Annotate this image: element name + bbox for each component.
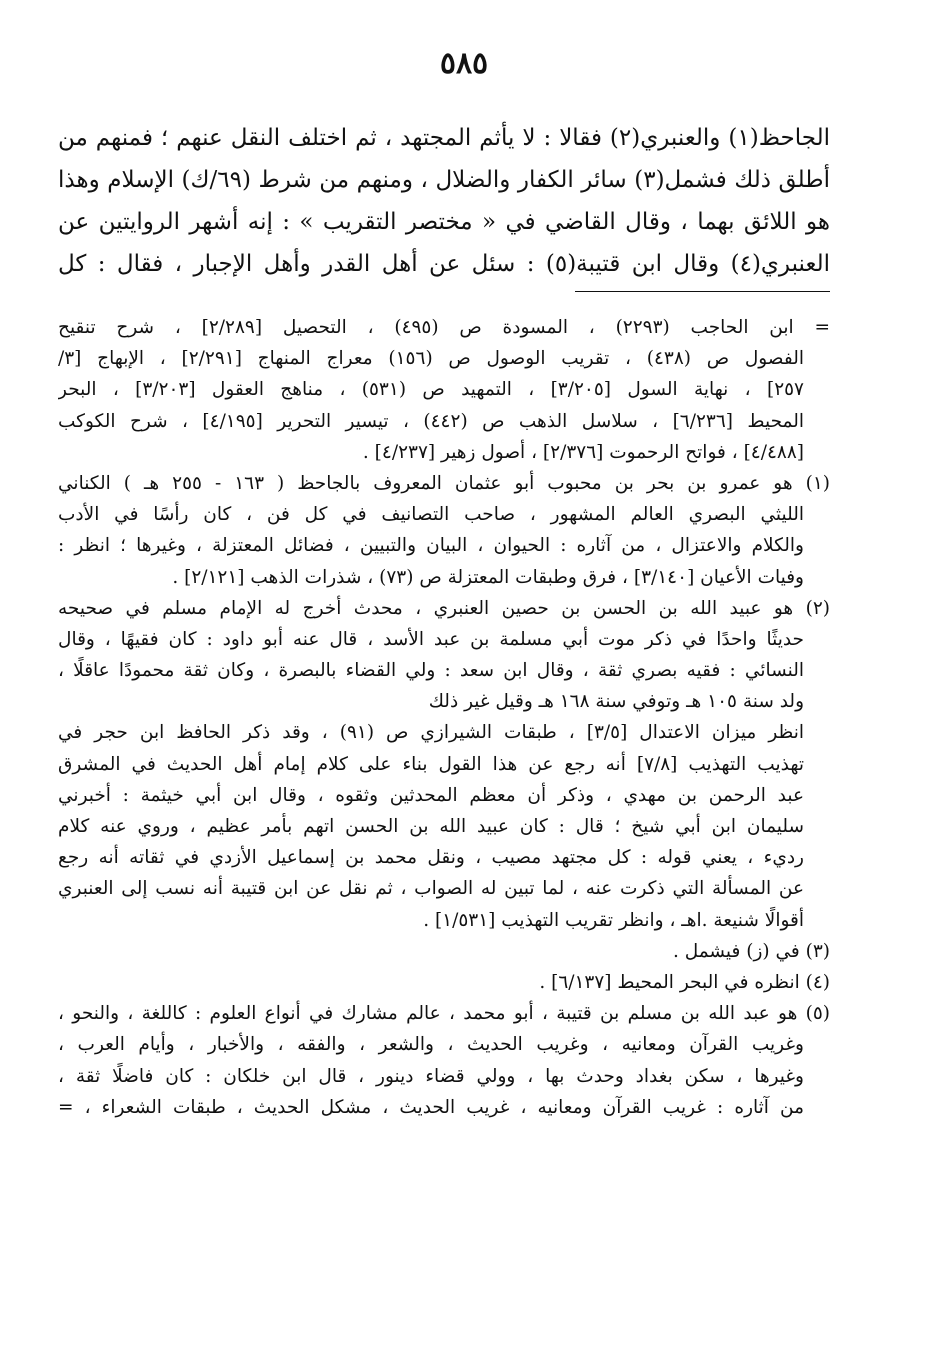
footnote-line: انظر ميزان الاعتدال [٣/٥] ، طبقات الشيرازي ص (٩١) ، وقد ذكر الحافظ ابن حجر في	[58, 722, 804, 744]
footnote-line: رديء ، يعني قوله : كل مجتهد مصيب ، ونقل محمد بن إسماعيل الأزدي في ثقاته أنه رجع	[58, 847, 804, 869]
footnote-3: (٣) في (ز) فيشمل .	[672, 940, 830, 962]
footnote-line: ٢٥٧] ، نهاية السول [٣/٢٠٥] ، التمهيد ص (٥٣١) ، مناهج العقول [٣/٢٠٣] ، البحر	[58, 379, 804, 401]
main-text	[58, 117, 830, 285]
footnote-line: الفصول ص (٤٣٨) ، تقريب الوصول ص (١٥٦) معراج المنهاج [٢/٢٩١] ، الإبهاج [٣/	[58, 348, 804, 370]
footnote-line: النسائي : فقيه بصري ثقة ، وقال ابن سعد : ولي القضاء بالبصرة ، وكان ثقة محمودًا عاقلًا ،	[58, 660, 804, 682]
page-number: ٥٨٥	[439, 46, 489, 81]
footnote-separator	[575, 291, 830, 292]
footnote-line: حديثًا واحدًا في ذكر موت أبي مسلمة بن عبد الأسد ، قال عنه أبو داود : كان فقيهًا ، وقال	[58, 628, 804, 650]
footnote-line: من آثاره : غريب القرآن ومعانيه ، غريب الحديث ، مشكل الحديث ، طبقات الشعراء ، =	[58, 1096, 804, 1118]
footnote-line: ولد سنة ١٠٥ هـ وتوفي سنة ١٦٨ هـ وقيل غير ذلك	[428, 691, 804, 713]
footnote-4: (٤) انظره في البحر المحيط [٦/١٣٧] .	[539, 971, 830, 993]
main-text-line: أطلق ذلك فشمل(٣) سائر الكفار والضلال ، ومنهم من شرط (٦٩/ك) الإسلام وهذا	[58, 167, 830, 193]
footnote-line: وفيات الأعيان [٣/١٤٠] ، فرق وطبقات المعتزلة ص (٧٣) ، شذرات الذهب [٢/١٢١] .	[172, 566, 804, 588]
footnote-line: [٤/٤٨٨] ، فواتح الرحموت [٢/٣٧٦] ، أصول زهير [٤/٢٣٧] .	[362, 441, 804, 463]
main-text-line: العنبري(٤) وقال ابن قتيبة(٥) : سئل عن أهل القدر وأهل الإجبار ، فقال : كل	[58, 251, 830, 277]
footnote-line: سليمان ابن أبي شيخ ؛ قال : كان عبيد الله بن الحسن اتهم بأمر عظيم ، وروي عنه كلام	[58, 816, 804, 837]
footnote-line: = ابن الحاجب (٢٢٩٣) ، المسودة ص (٤٩٥) ، التحصيل [٢/٢٨٩] ، شرح تنقيح	[58, 317, 830, 338]
footnote-line: وغريب القرآن ومعانيه ، وغريب الحديث ، والشعر ، والفقه ، والأخبار ، وأيام العرب ،	[58, 1034, 804, 1056]
footnotes	[58, 312, 830, 1123]
main-text-line: هو اللائق بهما ، وقال القاضي في « مختصر التقريب » : إنه أشهر الروايتين عن	[58, 209, 830, 235]
footnote-line: عن المسألة التي ذكرت عنه ، لما تبين له الصواب ، ثم نقل عن ابن قتيبة أنه نسب إلى العنبري	[58, 878, 804, 900]
footnote-line: أقوالًا شنيعة .اهـ ، وانظر تقريب التهذيب [١/٥٣١] .	[423, 909, 804, 931]
footnote-1: (١) هو عمرو بن بحر بن محبوب أبو عثمان المعروف بالجاحظ ( ١٦٣ - ٢٥٥ هـ ) الكناني	[58, 472, 830, 494]
footnote-5: (٥) هو عبد الله بن مسلم بن قتيبة ، أبو محمد ، عالم مشارك في أنواع العلوم : كاللغة ، والنحو ،	[58, 1003, 830, 1025]
footnote-line: والكلام والاعتزال ، من آثاره : الحيوان ، البيان والتبيين ، فضائل المعتزلة ، وغيرها ؛ انظر :	[58, 535, 804, 557]
footnote-line: تهذيب التهذيب [٧/٨] أنه رجع عن هذا القول بناء على كلام إمام أهل الحديث في المشرق	[58, 753, 805, 775]
footnote-line: الليثي البصري العالم المشهور ، صاحب التصانيف في كل فن ، كان رأسًا في الأدب	[58, 504, 804, 526]
footnote-2: (٢) هو عبيد الله بن الحسن بن حصين العنبري ، محدث أخرج له الإمام مسلم في صحيحه	[58, 597, 830, 619]
main-text-line: الجاحظ(١) والعنبري(٢) فقالا : لا يأثم المجتهد ، ثم اختلف النقل عنهم ؛ فمنهم من	[58, 125, 830, 151]
footnote-line: المحيط [٦/٢٣٦] ، سلاسل الذهب ص (٤٤٢) ، تيسير التحرير [٤/١٩٥] ، شرح الكوكب	[58, 410, 804, 432]
footnote-line: عبد الرحمن بن مهدي ، وذكر أن معظم المحدثين وثقوه ، وقال ابن أبي خيثمة : أخبرني	[58, 784, 804, 806]
footnote-line: وغيرها ، سكن بغداد وحدث بها ، وولي قضاء دينور ، قال ابن خلكان : كان فاضلًا ثقة ،	[58, 1065, 804, 1087]
